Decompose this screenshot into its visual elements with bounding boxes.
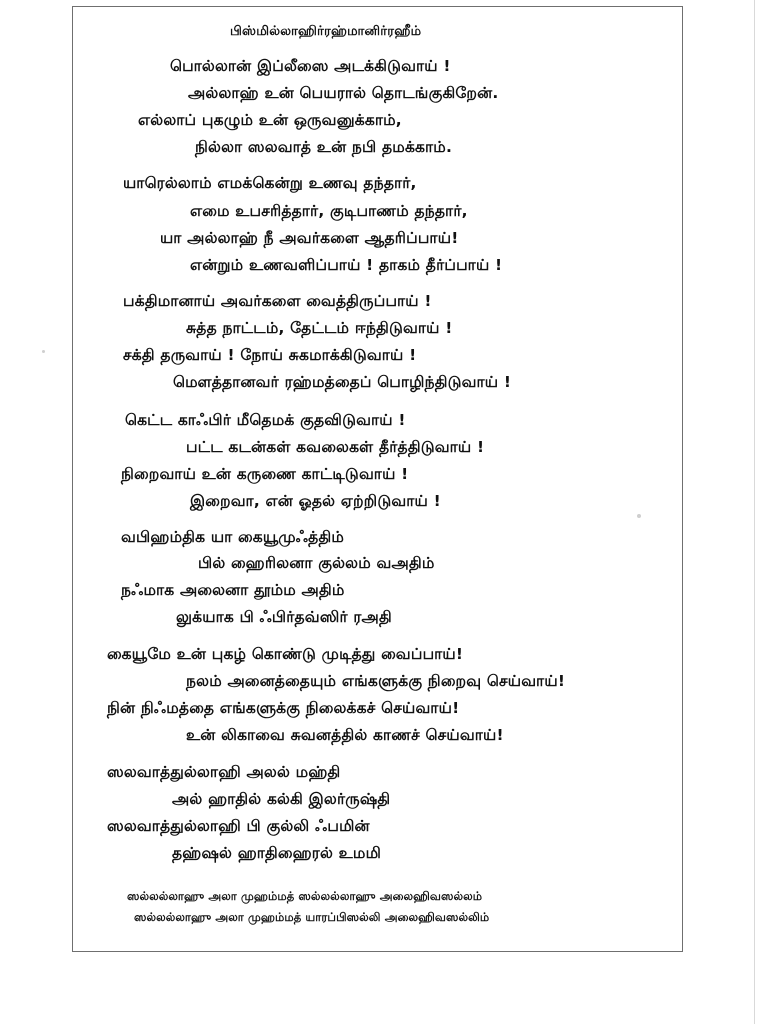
stanza-6-line-1: கையூமே உன் புகழ் கொண்டு முடித்து வைப்பாய்! bbox=[107, 645, 464, 663]
stanza-2-line-2: எமை உபசரித்தார், குடிபாணம் தந்தார், bbox=[190, 202, 468, 220]
footer-line-1: ஸல்லல்லாஹு அலா முஹம்மத் ஸல்லல்லாஹு அலைஹிவஸல்லம் bbox=[127, 889, 483, 903]
scan-speck bbox=[637, 514, 641, 518]
stanza-4-line-2: பட்ட கடன்கள் கவலைகள் தீர்த்திடுவாய் ! bbox=[186, 438, 485, 456]
stanza-4-line-3: நிறைவாய் உன் கருணை காட்டிடுவாய் ! bbox=[121, 465, 409, 483]
stanza-1-line-4: நில்லா ஸலவாத் உன் நபி தமக்காம். bbox=[195, 138, 453, 156]
footer-line-2: ஸல்லல்லாஹு அலா முஹம்மத் யாரப்பிஸல்லி அலைஹிவஸல்லிம் bbox=[134, 910, 490, 924]
stanza-7-line-2: அல் ஹாதில் கல்கி இலர்ருஷ்தி bbox=[172, 790, 391, 808]
stanza-2-line-3: யா அல்லாஹ் நீ அவர்களை ஆதரிப்பாய்! bbox=[160, 229, 459, 247]
scan-edge-line bbox=[754, 0, 755, 1024]
stanza-5-line-2: பில் ஹைரிலனா குல்லம் வஅதிம் bbox=[198, 554, 435, 572]
stanza-7-line-4: தஹ்ஷல் ஹாதிஹைரல் உமமி bbox=[172, 844, 382, 862]
stanza-1-line-2: அல்லாஹ் உன் பெயரால் தொடங்குகிறேன். bbox=[188, 84, 499, 102]
stanza-5-line-4: லுக்யாக பி ஃபிர்தவ்ஸிர் ரஅதி bbox=[176, 608, 392, 626]
stanza-4-line-1: கெட்ட காஃபிர் மீதெமக் குதவிடுவாய் ! bbox=[125, 411, 406, 429]
stanza-7-line-3: ஸலவாத்துல்லாஹி பி குல்லி ஃபமின் bbox=[107, 817, 370, 835]
stanza-3-line-3: சக்தி தருவாய் ! நோய் சுகமாக்கிடுவாய் ! bbox=[123, 346, 417, 364]
stanza-6-line-3: நின் நிஃமத்தை எங்களுக்கு நிலைக்கச் செய்வாய்! bbox=[107, 699, 460, 717]
document-heading: பிஸ்மில்லாஹிர்ரஹ்மானிர்ரஹீம் bbox=[230, 24, 422, 39]
stanza-6-line-2: நலம் அனைத்தையும் எங்களுக்கு நிறைவு செய்வாய்! bbox=[186, 672, 566, 690]
stanza-7-line-1: ஸலவாத்துல்லாஹி அலல் மஹ்தி bbox=[107, 763, 341, 781]
stanza-5-line-1: வபிஹம்திக யா கையூமுஃத்திம் bbox=[121, 528, 345, 546]
stanza-5-line-3: நஃமாக அலைனா தூம்ம அதிம் bbox=[121, 581, 345, 599]
stanza-2-line-1: யாரெல்லாம் எமக்கென்று உணவு தந்தார், bbox=[123, 174, 417, 192]
stanza-6-line-4: உன் லிகாவை சுவனத்தில் காணச் செய்வாய்! bbox=[186, 726, 504, 744]
stanza-4-line-4: இறைவா, என் ஓதல் ஏற்றிடுவாய் ! bbox=[190, 492, 441, 510]
stanza-1-line-1: பொல்லான் இப்லீஸை அடக்கிடுவாய் ! bbox=[170, 57, 451, 75]
stanza-3-line-4: மௌத்தானவர் ரஹ்மத்தைப் பொழிந்திடுவாய் ! bbox=[173, 373, 512, 391]
scan-speck bbox=[42, 350, 45, 353]
stanza-2-line-4: என்றும் உணவளிப்பாய் ! தாகம் தீர்ப்பாய் ! bbox=[190, 256, 503, 274]
stanza-3-line-1: பக்திமானாய் அவர்களை வைத்திருப்பாய் ! bbox=[123, 292, 432, 310]
stanza-3-line-2: சுத்த நாட்டம், தேட்டம் ஈந்திடுவாய் ! bbox=[186, 319, 453, 337]
stanza-1-line-3: எல்லாப் புகழும் உன் ஒருவனுக்காம், bbox=[138, 111, 402, 129]
